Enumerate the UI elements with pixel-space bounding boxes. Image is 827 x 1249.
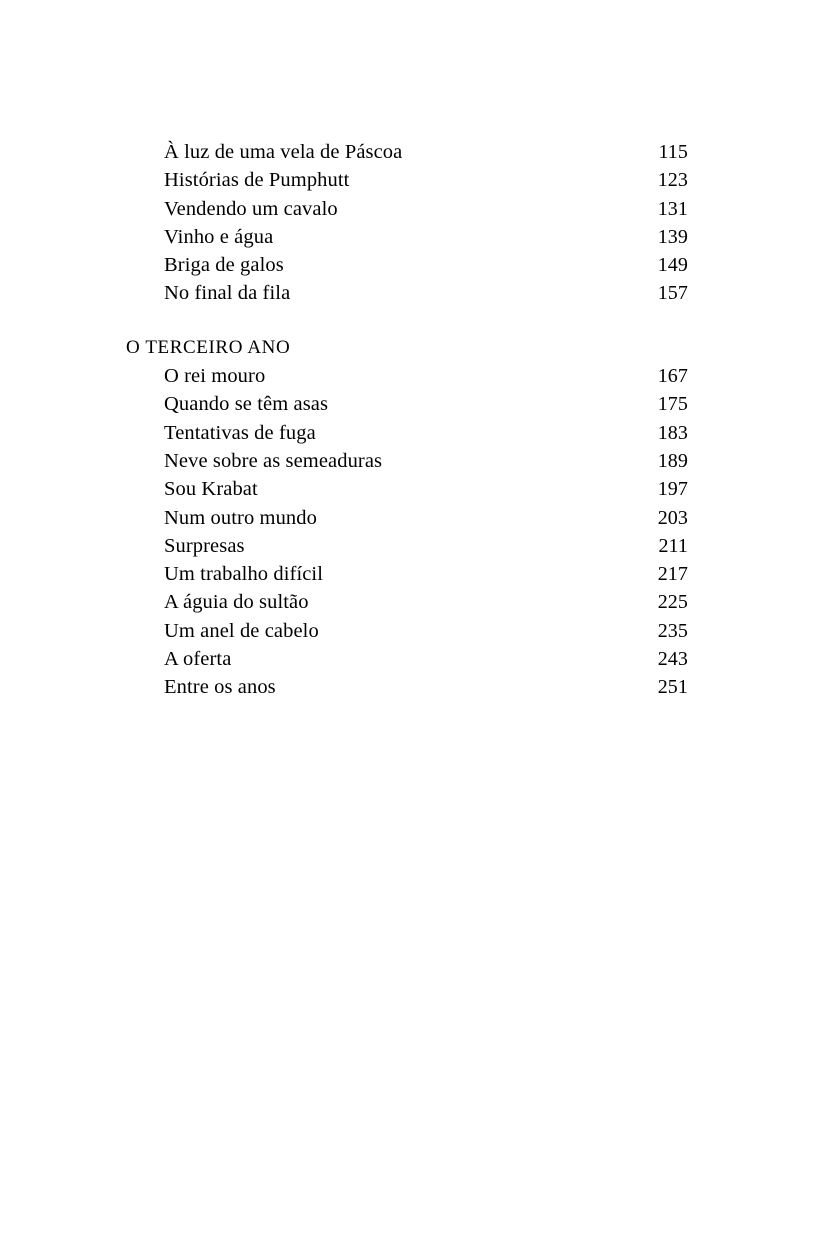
- toc-entry-page: 197: [657, 478, 688, 501]
- toc-entry: [126, 475, 688, 503]
- toc-entry: [126, 532, 688, 560]
- toc-entry-title: Neve sobre as semeaduras: [164, 449, 383, 472]
- toc-entry-page: 139: [657, 225, 688, 248]
- toc-entry-page: 251: [657, 676, 688, 699]
- toc-entry-title: Vinho e água: [164, 225, 274, 248]
- toc-entry-title: Um trabalho difícil: [164, 563, 324, 586]
- toc-entry-title: Briga de galos: [164, 254, 284, 277]
- toc-entry-title: A águia do sultão: [164, 591, 309, 614]
- toc-entry-title: Tentativas de fuga: [164, 421, 316, 444]
- toc-entry: [126, 279, 688, 307]
- toc-entry-title: Num outro mundo: [164, 506, 317, 529]
- toc-entry-page: 235: [657, 619, 688, 642]
- toc-entry: [126, 362, 688, 390]
- toc-entry-title: Vendendo um cavalo: [164, 197, 338, 220]
- toc-entry-page: 211: [658, 534, 688, 557]
- toc-entry: [126, 138, 688, 166]
- toc-entry: [126, 645, 688, 673]
- toc-entry-title: Entre os anos: [164, 676, 276, 699]
- section-spacer: [126, 308, 688, 334]
- toc-entry: [126, 560, 688, 588]
- toc-entry-page: 183: [657, 421, 688, 444]
- toc-entry: [126, 251, 688, 279]
- toc-entry-title: Sou Krabat: [164, 478, 258, 501]
- toc-entry: [126, 588, 688, 616]
- toc-entry-page: 123: [657, 169, 688, 192]
- toc-entry-page: 243: [657, 648, 688, 671]
- toc-section-heading: [126, 334, 688, 362]
- toc-entry-page: 157: [657, 282, 688, 305]
- toc-entry: [126, 617, 688, 645]
- toc-entry-page: 217: [657, 563, 688, 586]
- toc-entry-page: 203: [657, 506, 688, 529]
- toc-entry-title: Um anel de cabelo: [164, 619, 319, 642]
- toc-entry-title: No final da fila: [164, 282, 291, 305]
- toc-entry: [126, 166, 688, 194]
- toc-entry-title: O rei mouro: [164, 365, 266, 388]
- toc-entry: [126, 195, 688, 223]
- toc-entry: [126, 673, 688, 701]
- toc-entry: [126, 504, 688, 532]
- toc-entry: [126, 419, 688, 447]
- table-of-contents: [126, 138, 688, 702]
- toc-entry-page: 189: [657, 449, 688, 472]
- toc-entry: [126, 390, 688, 418]
- toc-entry-title: A oferta: [164, 648, 232, 671]
- toc-entry-page: 115: [658, 141, 688, 163]
- toc-entry-page: 131: [657, 197, 688, 220]
- toc-entry-title: Histórias de Pumphutt: [164, 169, 350, 192]
- toc-entry-title: Surpresas: [164, 534, 245, 557]
- toc-entry-page: 167: [657, 365, 688, 388]
- toc-entry: [126, 447, 688, 475]
- toc-section-heading-label: O TERCEIRO ANO: [126, 336, 291, 358]
- toc-entry-page: 225: [657, 591, 688, 614]
- toc-entry-title: Quando se têm asas: [164, 393, 329, 416]
- toc-entry-page: 149: [657, 254, 688, 277]
- toc-entry-page: 175: [657, 393, 688, 416]
- toc-entry-title: À luz de uma vela de Páscoa: [164, 141, 403, 163]
- toc-entry: [126, 223, 688, 251]
